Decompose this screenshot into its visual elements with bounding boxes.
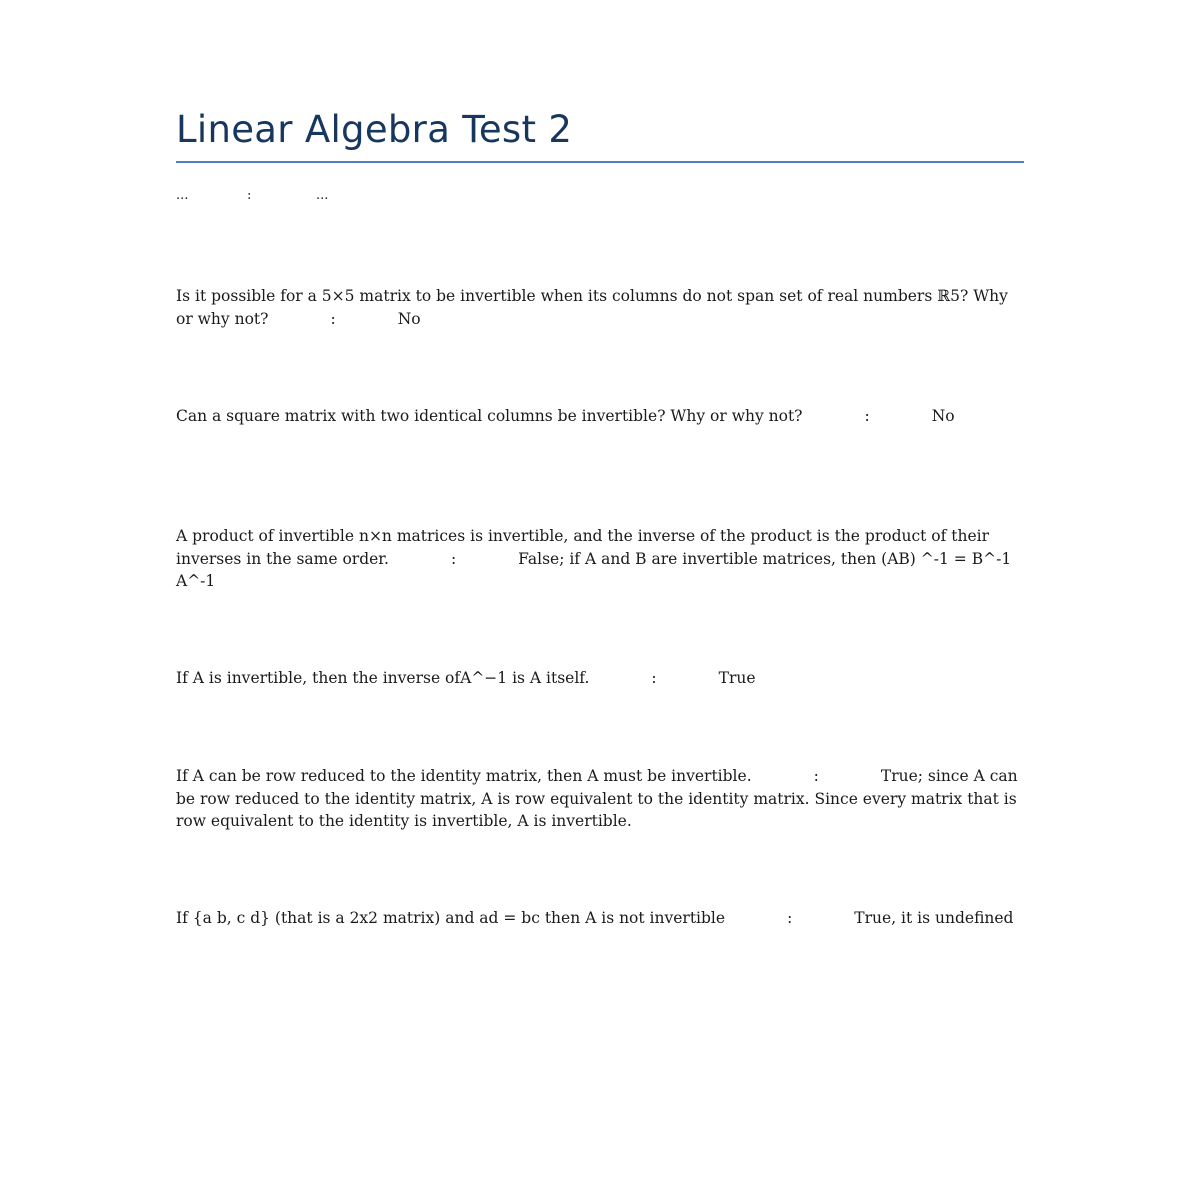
- question-text: Is it possible for a 5×5 matrix to be invertible when its columns do not span set of real numbers ℝ5? Why or why not?: [176, 287, 1008, 328]
- qa-separator: :: [864, 407, 870, 425]
- qa-separator: :: [450, 549, 457, 568]
- answer-text: No: [397, 309, 421, 328]
- question-text: If A can be row reduced to the identity matrix, then A must be invertible.: [176, 767, 752, 785]
- qa-item: [176, 907, 1024, 930]
- question-text: A product of invertible n×n matrices is invertible, and the inverse of the product is the product of their inverses in the same order.: [176, 527, 990, 568]
- question-text: If {a b, c d} (that is a 2x2 matrix) and ad = bc then A is not invertible: [176, 909, 726, 927]
- answer-text: True, it is undefined: [854, 909, 1014, 927]
- meta-right: ...: [316, 188, 329, 203]
- qa-item: [176, 765, 1024, 833]
- qa-item: [176, 525, 1024, 593]
- qa-item: [176, 667, 1024, 690]
- qa-separator: :: [813, 767, 819, 785]
- question-text: Can a square matrix with two identical columns be invertible? Why or why not?: [176, 407, 803, 425]
- qa-item: [176, 285, 1024, 330]
- qa-item: [176, 405, 1024, 428]
- qa-separator: :: [651, 669, 657, 687]
- meta-left: ...: [176, 188, 189, 203]
- answer-text: False; if A and B are invertible matrices, then (AB) ^-1 = B^-1 A^-1: [176, 549, 1012, 590]
- answer-text: True; since A can be row reduced to the identity matrix, A is row equivalent to the identity matrix. Since every matrix that is row equivalent to the identity is invertible, A is invertible.: [176, 767, 1018, 830]
- qa-separator: :: [787, 909, 793, 927]
- document-title: Linear Algebra Test 2: [176, 108, 573, 151]
- answer-text: True: [718, 669, 756, 687]
- question-text: If A is invertible, then the inverse ofA^−1 is A itself.: [176, 669, 590, 687]
- meta-separator: :: [247, 188, 252, 203]
- qa-separator: :: [330, 309, 336, 328]
- title-underline: [176, 161, 1024, 163]
- answer-text: No: [931, 407, 955, 425]
